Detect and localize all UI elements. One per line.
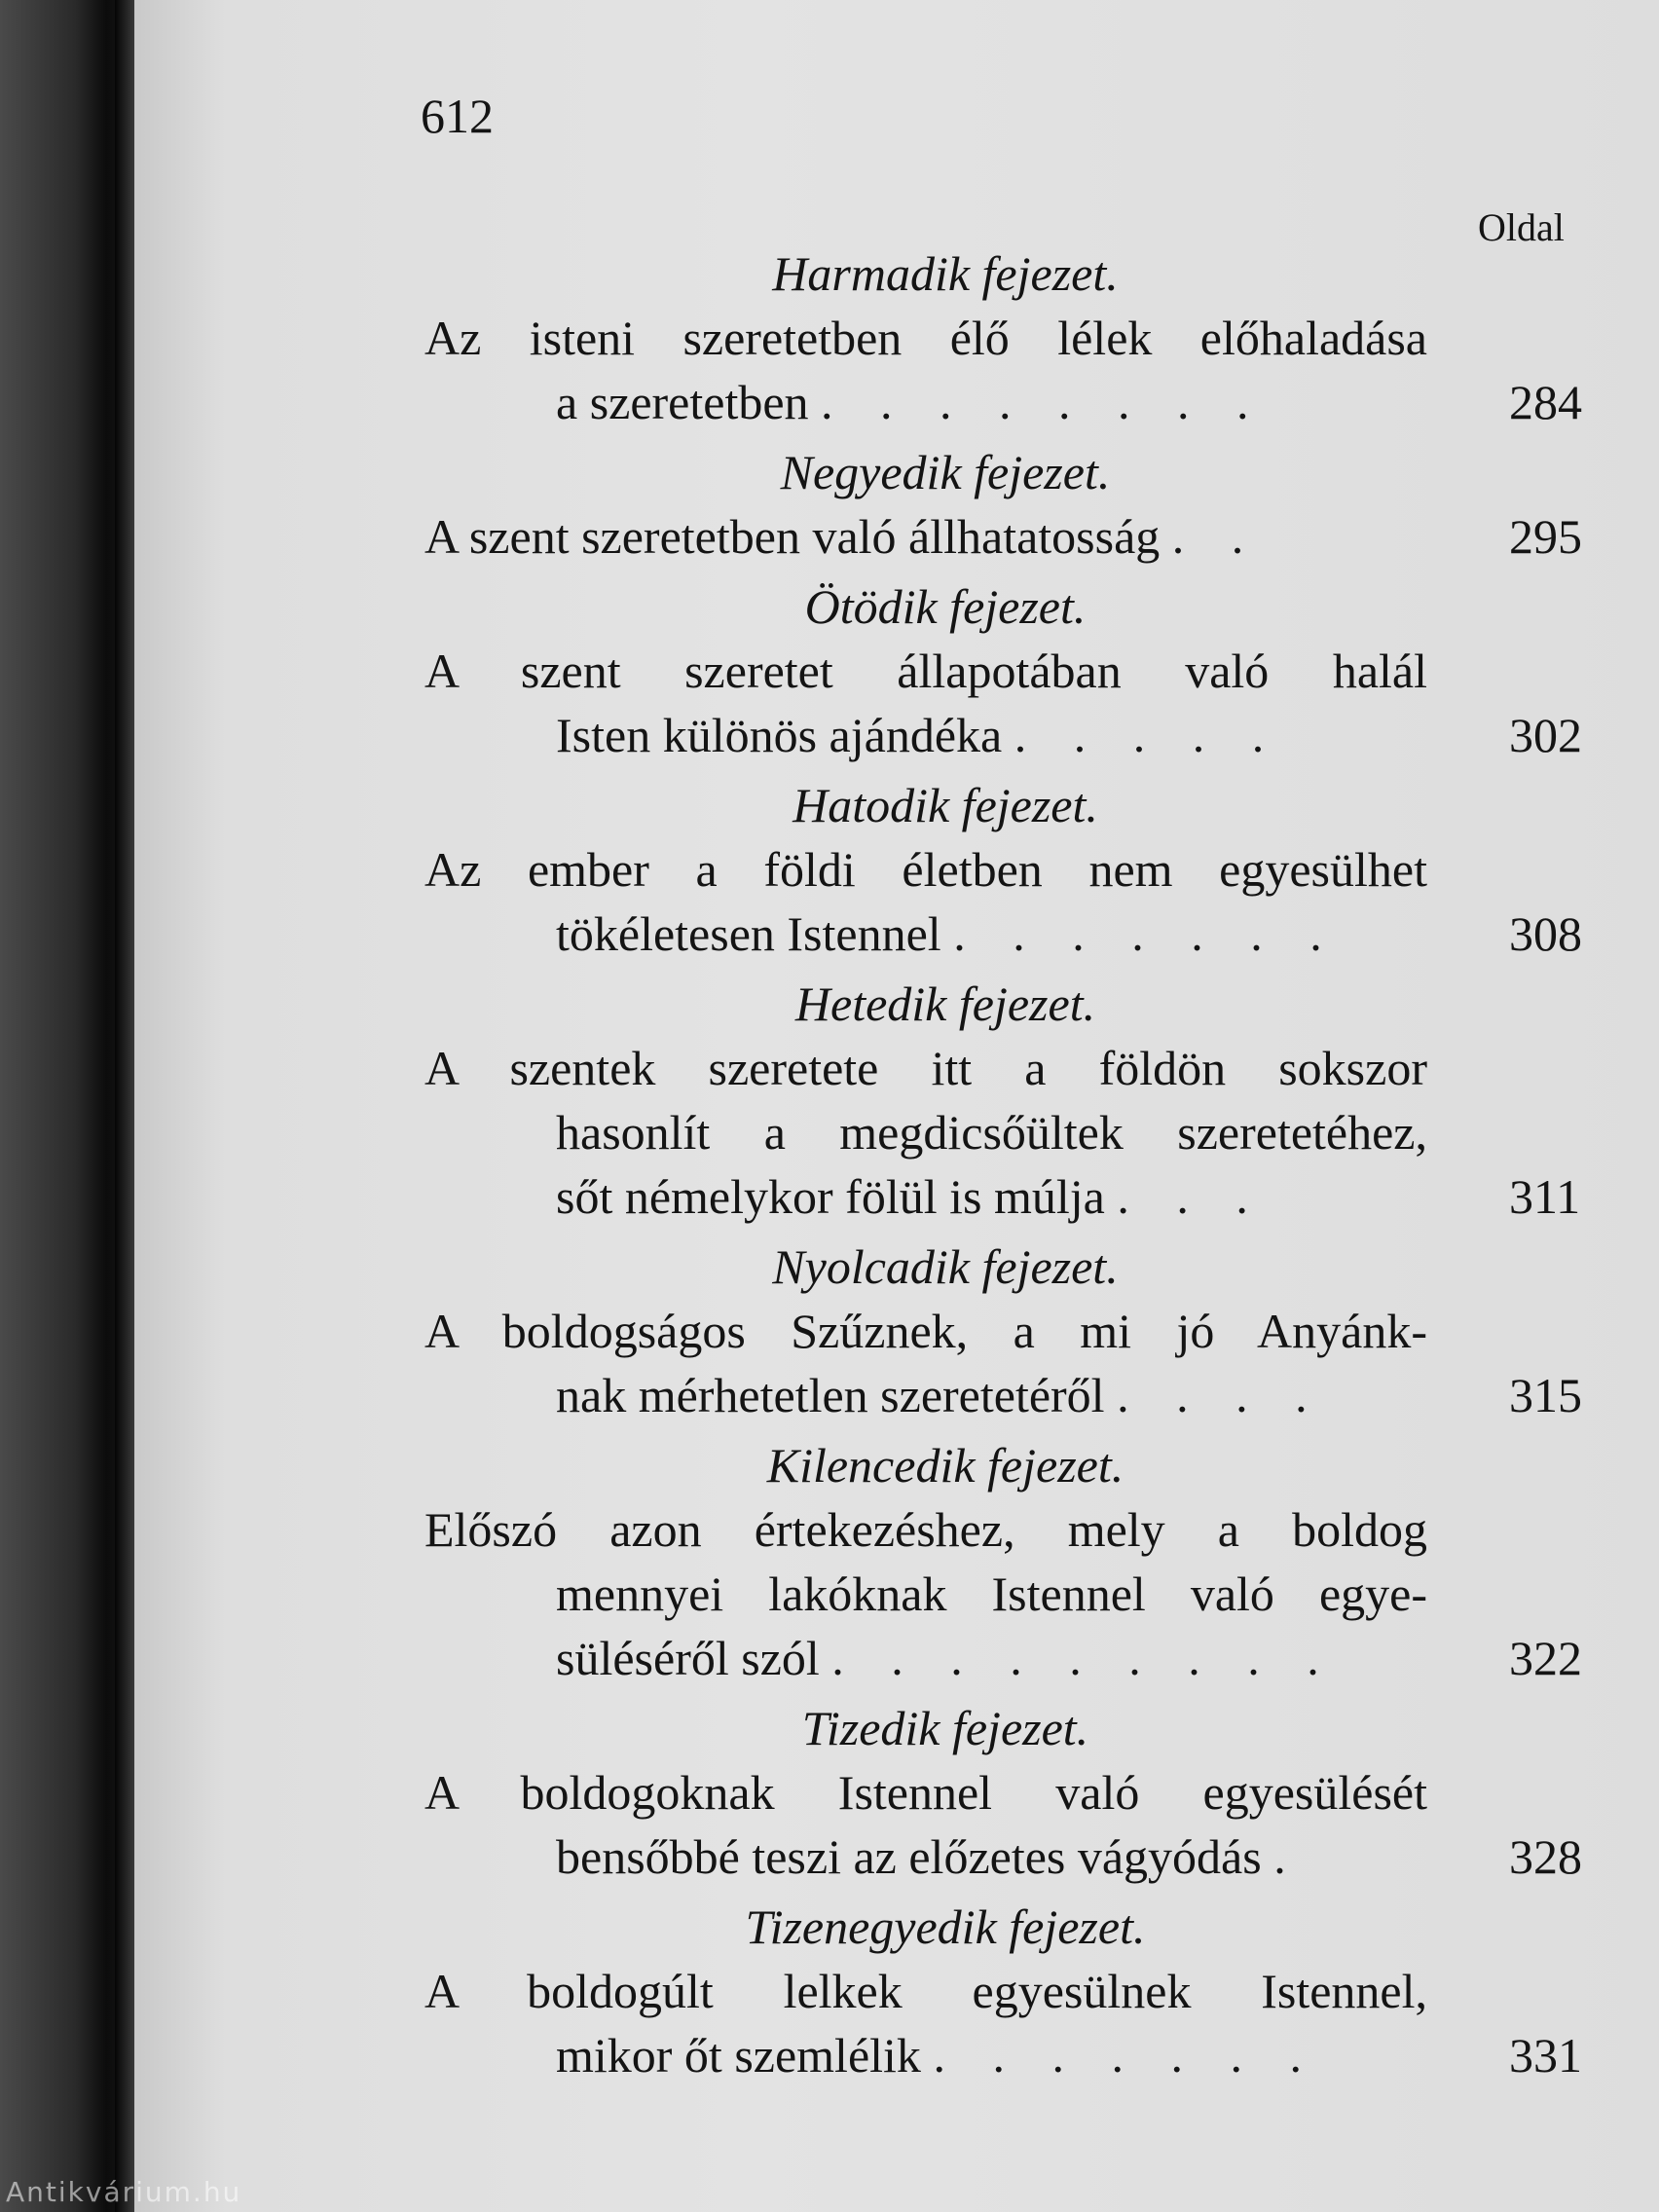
- entry-line: hasonlít a megdicsőültek szeretetéhez,: [556, 1105, 1427, 1160]
- page-reference: 295: [1509, 509, 1582, 564]
- toc-chapter: [424, 574, 1583, 767]
- leader-dots: . . . . . . .: [953, 906, 1340, 961]
- toc-chapter: [424, 1696, 1583, 1889]
- entry-final-text: a szeretetben: [556, 375, 809, 429]
- entry-final-text: A szent szeretetben való állhatatosság: [424, 509, 1161, 564]
- toc-entry: [424, 1959, 1583, 2087]
- toc-entry: [424, 306, 1583, 434]
- toc-entry: [424, 1299, 1583, 1427]
- page-number: 612: [421, 89, 494, 143]
- entry-final-text: tökéletesen Istennel: [556, 906, 941, 961]
- entry-final-line: [424, 2023, 1427, 2087]
- page-reference: 315: [1509, 1368, 1582, 1422]
- entry-line: Előszó azon értekezéshez, mely a boldog: [424, 1502, 1427, 1557]
- toc-entry: [424, 837, 1583, 966]
- leader-dots: . . . . . . .: [933, 2028, 1319, 2083]
- page-reference: 311: [1509, 1169, 1581, 1224]
- chapter-heading: Negyedik fejezet.: [780, 445, 1111, 499]
- entry-line: A boldogoknak Istennel való egyesülését: [424, 1765, 1427, 1820]
- entry-final-line: [424, 1626, 1427, 1690]
- entry-final-text: nak mérhetetlen szeretetéről: [556, 1368, 1105, 1422]
- column-label: Oldal: [1478, 205, 1565, 249]
- toc-chapter: [424, 1235, 1583, 1427]
- page-reference: 308: [1509, 906, 1582, 961]
- entry-line: Az ember a földi életben nem egyesülhet: [424, 842, 1427, 897]
- page-reference: 328: [1509, 1829, 1582, 1884]
- toc-entry: [424, 639, 1583, 767]
- toc-chapter: [424, 972, 1583, 1229]
- entry-final-text: Isten különös ajándéka: [556, 708, 1003, 762]
- entry-final-line: [424, 370, 1427, 434]
- page-reference: 322: [1509, 1631, 1582, 1685]
- entry-final-line: [424, 902, 1427, 966]
- toc-entry: [424, 504, 1583, 569]
- binding-edge: [115, 0, 134, 2212]
- leader-dots: . . .: [1117, 1169, 1266, 1224]
- chapter-heading: Ötödik fejezet.: [804, 579, 1087, 634]
- leader-dots: . . . . .: [1014, 708, 1282, 762]
- entry-final-line: [424, 1164, 1427, 1229]
- page-reference: 331: [1509, 2028, 1582, 2083]
- page-reference: 284: [1509, 375, 1582, 429]
- entry-line: Az isteni szeretetben élő lélek előhaladása: [424, 311, 1427, 365]
- chapter-heading: Tizenegyedik fejezet.: [745, 1899, 1146, 1954]
- entry-line: mennyei lakóknak Istennel való egye-: [556, 1567, 1427, 1621]
- leader-dots: . . . .: [1117, 1368, 1325, 1422]
- leader-dots: . .: [1171, 509, 1262, 564]
- toc-chapter: [424, 1895, 1583, 2087]
- table-of-contents: [424, 241, 1583, 2087]
- entry-final-text: bensőbbé teszi az előzetes vágyódás: [556, 1829, 1262, 1884]
- watermark: Antikvárium.hu: [6, 2176, 242, 2208]
- entry-line: A boldogúlt lelkek egyesülnek Istennel,: [424, 1964, 1427, 2018]
- chapter-heading: Nyolcadik fejezet.: [772, 1239, 1119, 1294]
- entry-line: A boldogságos Szűznek, a mi jó Anyánk-: [424, 1304, 1427, 1358]
- entry-final-text: sőt némelykor fölül is múlja: [556, 1169, 1105, 1224]
- leader-dots: . . . . . . . . .: [831, 1631, 1337, 1685]
- page-reference: 302: [1509, 708, 1582, 762]
- entry-final-line: [424, 703, 1427, 767]
- entry-final-text: süléséről szól: [556, 1631, 820, 1685]
- chapter-heading: Hatodik fejezet.: [793, 778, 1098, 832]
- entry-final-line: [424, 1363, 1427, 1427]
- toc-chapter: [424, 773, 1583, 966]
- toc-chapter: [424, 241, 1583, 434]
- chapter-heading: Tizedik fejezet.: [801, 1701, 1089, 1755]
- chapter-heading: Kilencedik fejezet.: [766, 1438, 1124, 1493]
- entry-final-text: mikor őt szemlélik: [556, 2028, 921, 2083]
- entry-final-line: [424, 1825, 1427, 1889]
- toc-entry: [424, 1497, 1583, 1690]
- chapter-heading: Harmadik fejezet.: [772, 246, 1119, 301]
- leader-dots: .: [1273, 1829, 1304, 1884]
- toc-chapter: [424, 1433, 1583, 1690]
- toc-entry: [424, 1036, 1583, 1229]
- entry-final-line: [424, 504, 1427, 569]
- chapter-heading: Hetedik fejezet.: [794, 977, 1096, 1031]
- leader-dots: . . . . . . . .: [821, 375, 1267, 429]
- toc-chapter: [424, 440, 1583, 569]
- toc-entry: [424, 1760, 1583, 1889]
- entry-line: A szent szeretet állapotában való halál: [424, 644, 1427, 698]
- entry-line: A szentek szeretete itt a földön sokszor: [424, 1041, 1427, 1095]
